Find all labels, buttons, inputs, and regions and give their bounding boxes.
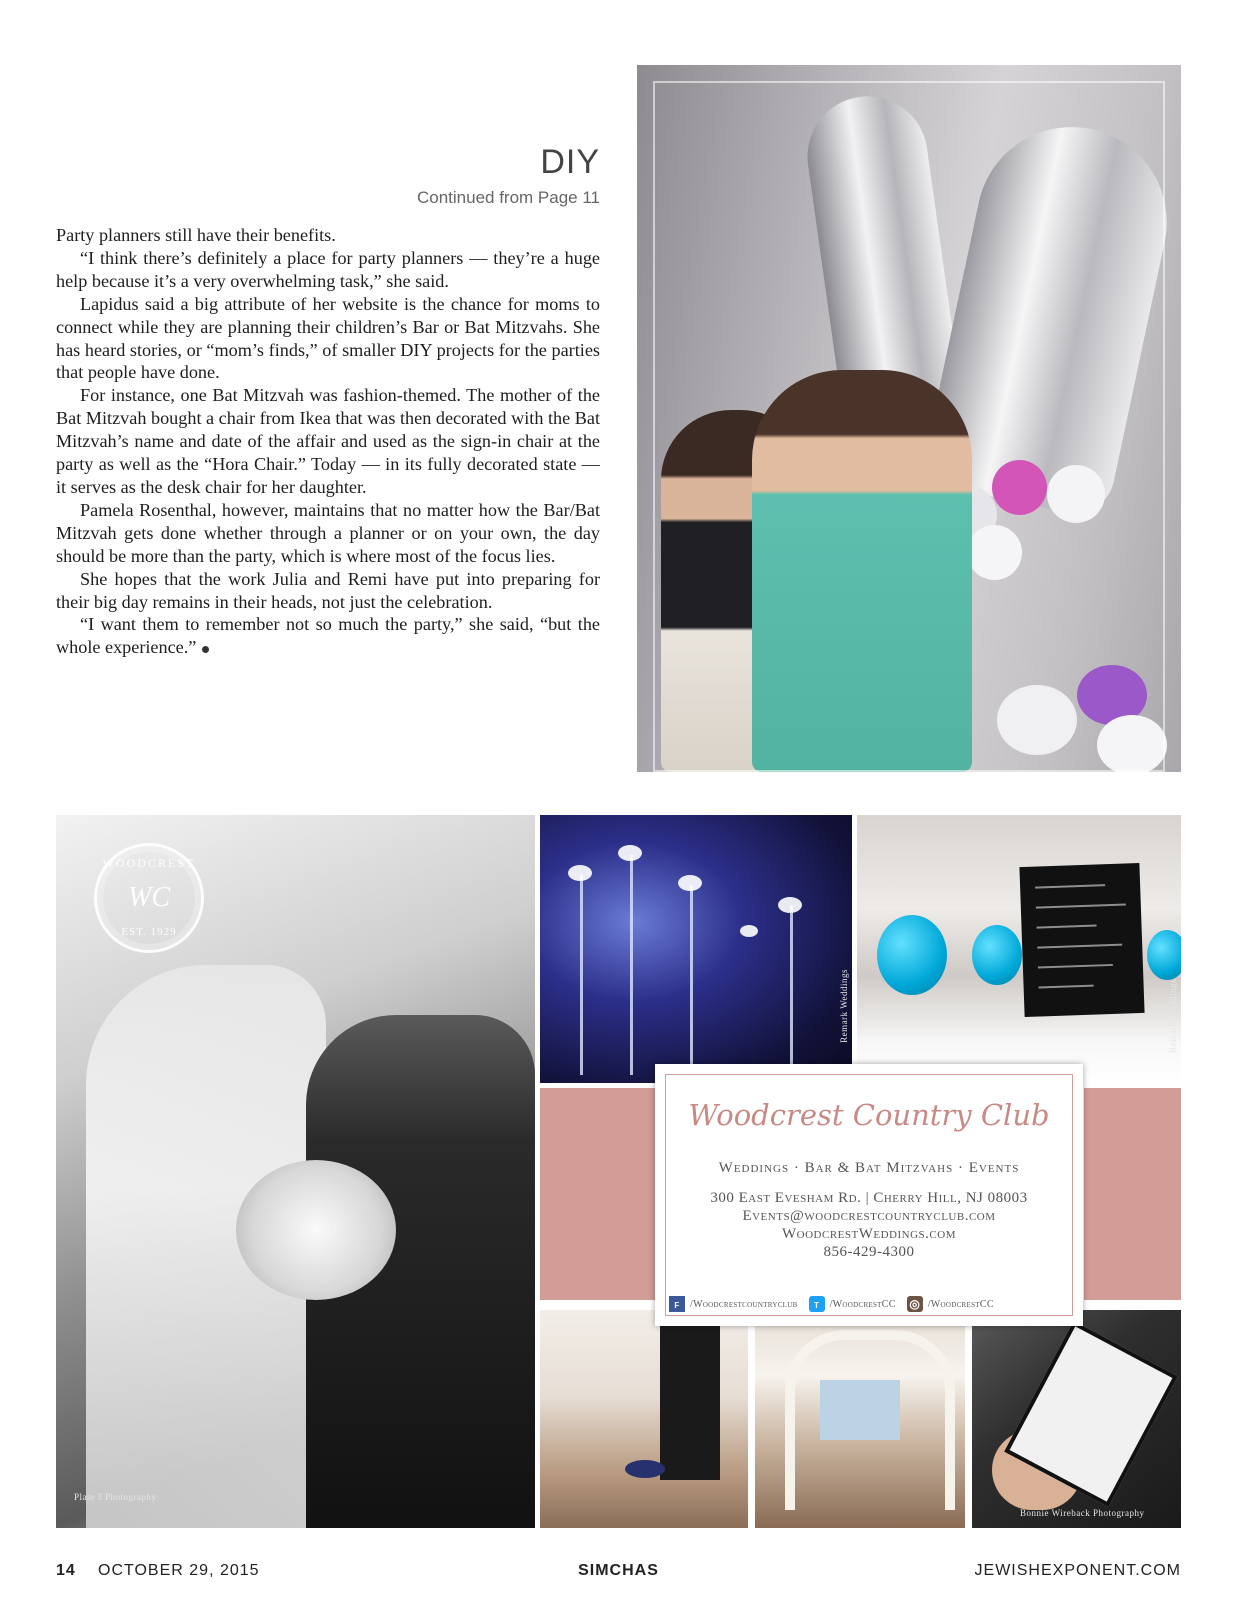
- club-name: Woodcrest Country Club: [688, 1098, 1050, 1132]
- flower-bloom: [678, 875, 702, 891]
- flower-stem: [690, 885, 693, 1075]
- article-paragraph: Pamela Rosenthal, however, maintains that no matter how the Bar/Bat Mitzvah gets done whether through a planner or on your own, the day should be more than the party, which is where most of the focus lies.: [56, 499, 600, 566]
- blue-vase: [972, 925, 1022, 985]
- social-links: [669, 1296, 1073, 1312]
- wedding-couple-photo: [56, 815, 535, 1528]
- blue-vase: [1147, 930, 1181, 980]
- groom-legs: [660, 1310, 720, 1480]
- article-paragraph: “I think there’s definitely a place for party planners — they’re a huge help because it’s a very overwhelming task,” she said.: [56, 247, 600, 291]
- instagram-link[interactable]: /WoodcrestCC: [927, 1298, 994, 1310]
- continued-line: Continued from Page 11: [416, 188, 600, 207]
- site-url[interactable]: JEWISHEXPONENT.COM: [974, 1562, 1181, 1579]
- table-setting-photo: [857, 815, 1181, 1083]
- twitter-icon: t: [809, 1296, 825, 1312]
- flower-stem: [580, 875, 583, 1075]
- article-paragraph-last: [56, 613, 600, 659]
- flower-stem: [790, 905, 793, 1075]
- issue-date: OCTOBER 29, 2015: [98, 1562, 260, 1579]
- bouquet: [236, 1160, 396, 1300]
- photo-credit: Plate 3 Photography: [74, 1492, 157, 1502]
- pink-band-right: [1084, 1088, 1181, 1300]
- article-kicker: DIY: [540, 143, 600, 181]
- woodcrest-seal-logo: WOODCREST WC EST. 1929: [94, 843, 204, 953]
- glass-napkin: [625, 1460, 665, 1478]
- email-link[interactable]: Events@woodcrestcountryclub.com: [742, 1208, 996, 1224]
- blue-vase: [877, 915, 947, 995]
- section-name: SIMCHAS: [578, 1562, 659, 1579]
- facebook-link[interactable]: /Woodcrestcountryclub: [690, 1298, 798, 1310]
- menu-card: [1019, 863, 1144, 1017]
- address: 300 East Evesham Rd. | Cherry Hill, NJ 08003: [710, 1190, 1028, 1206]
- centerpiece-flowers-photo: [540, 815, 852, 1083]
- website-link[interactable]: WoodcrestWeddings.com: [782, 1226, 956, 1242]
- flower-bloom: [568, 865, 592, 881]
- page-footer: [56, 1562, 1181, 1586]
- article-paragraph: Lapidus said a big attribute of her website is the chance for moms to connect while they are planning their children’s Bar or Bat Mitzvahs. She has heard stories, or “mom’s finds,” of smaller DIY projects for the parties that people have done.: [56, 293, 600, 383]
- article-body: [56, 224, 600, 659]
- flower-bloom: [618, 845, 642, 861]
- article-paragraph: She hopes that the work Julia and Remi have put into preparing for their big day remains in their heads, not just the celebration.: [56, 568, 600, 612]
- flower-bloom: [740, 925, 758, 937]
- photo-credit: Bonnie Wireback Photography: [1020, 1508, 1145, 1518]
- chuppah-photo: [755, 1310, 965, 1528]
- article-paragraph: For instance, one Bat Mitzvah was fashion-themed. The mother of the Bat Mitzvah bought a chair from Ikea that was then decorated with the Bat Mitzvah’s name and date of the affair and used as the sign-in chair at the party as well as the “Hora Chair.” Today — in its fully decorated state — it serves as the desk chair for her daughter.: [56, 385, 600, 497]
- twitter-link[interactable]: /WoodcrestCC: [829, 1298, 896, 1310]
- services-line: Weddings · Bar & Bat Mitzvahs · Events: [718, 1160, 1020, 1176]
- facebook-icon: f: [669, 1296, 685, 1312]
- program-book-photo: [972, 1310, 1181, 1528]
- page-number: 14: [56, 1562, 76, 1579]
- flower-bloom: [778, 897, 802, 913]
- groom-shoes-photo: [540, 1310, 748, 1528]
- article-paragraph-text: “I want them to remember not so much the party,” she said, “but the whole experience.”: [56, 614, 600, 658]
- flower-stem: [630, 855, 633, 1075]
- instagram-icon: ◎: [907, 1296, 923, 1312]
- article-paragraph: Party planners still have their benefits.: [56, 225, 336, 245]
- phone-number[interactable]: 856-429-4300: [823, 1244, 915, 1260]
- end-mark-icon: [202, 646, 209, 653]
- photo-frame: [653, 81, 1165, 772]
- photo-credit: Remark Weddings: [1168, 979, 1178, 1053]
- woodcrest-ad-card: [655, 1064, 1083, 1326]
- girls-balloons-photo: [637, 65, 1181, 772]
- pink-band-left: [540, 1088, 660, 1300]
- window: [820, 1380, 900, 1440]
- photo-credit: Remark Weddings: [839, 969, 849, 1043]
